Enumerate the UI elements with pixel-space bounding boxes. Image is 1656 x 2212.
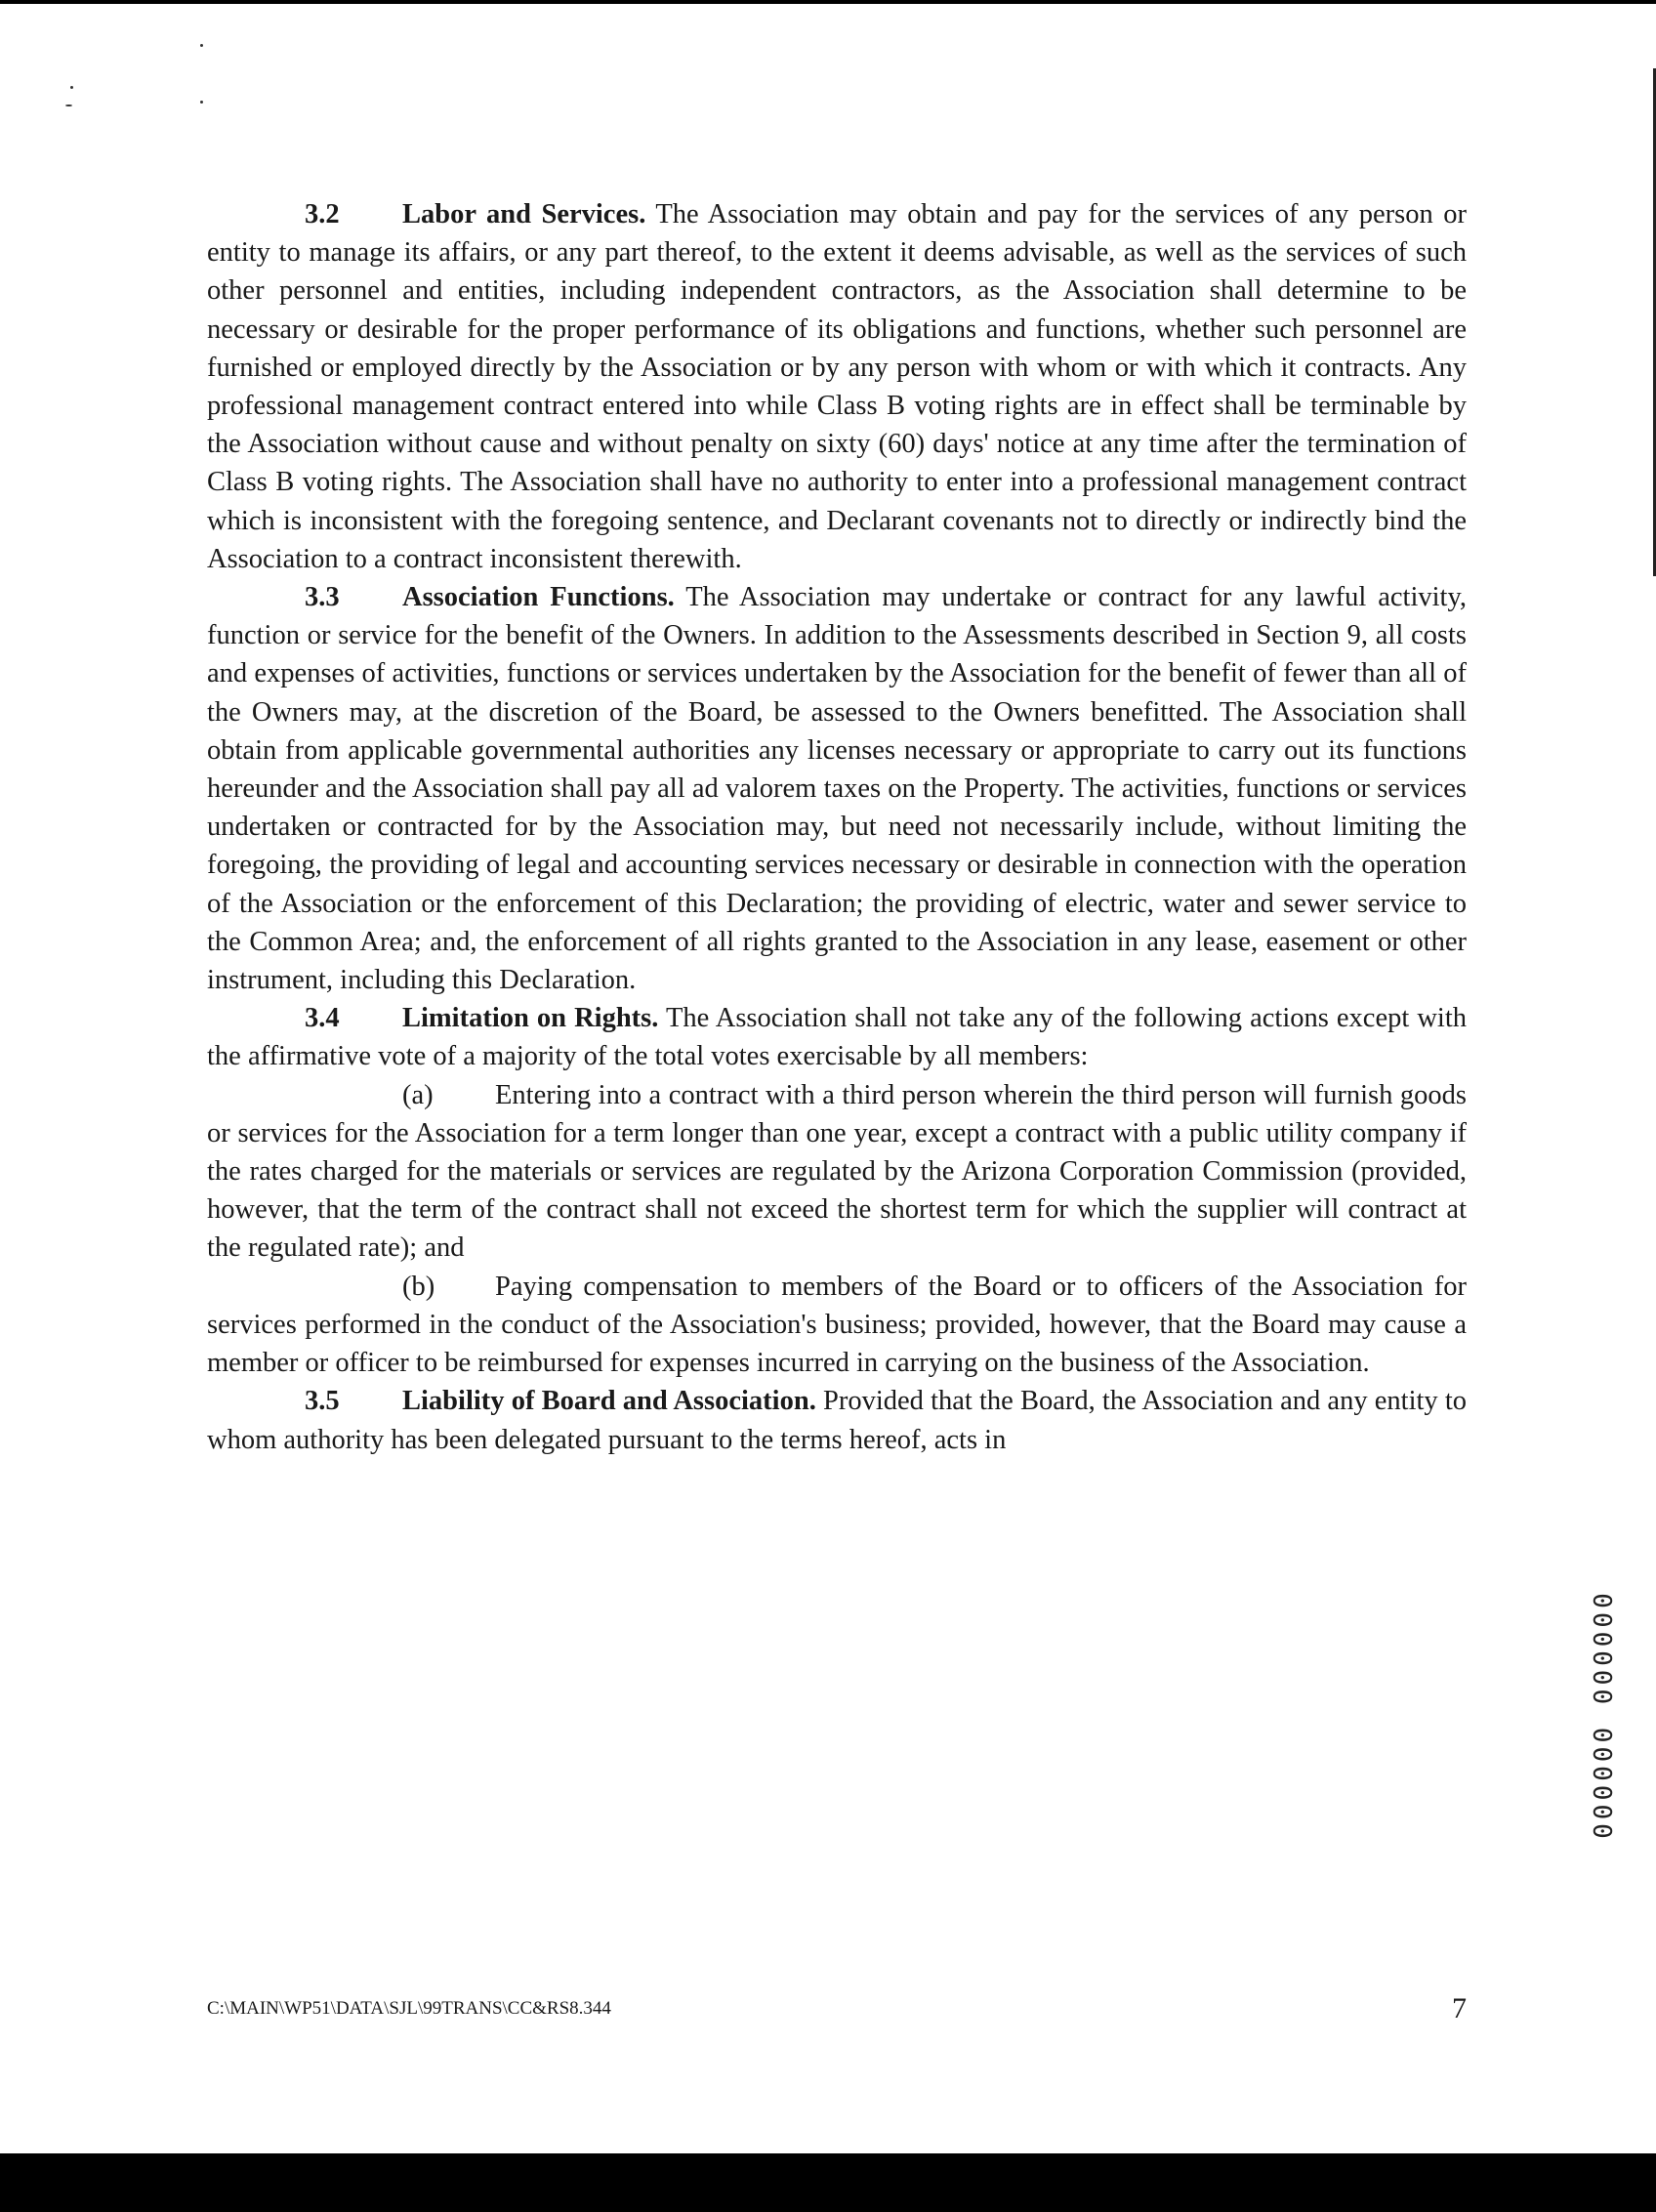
section-text: The Association shall not take any of the following actions except with the affirmative vote of a majority of the total votes exercisable by all members: [207, 1003, 1467, 1072]
section-heading: Liability of Board and Association. [402, 1386, 816, 1417]
section-heading: Labor and Services. [402, 199, 646, 230]
section-number: 3.2 [305, 199, 340, 230]
section-3-3 [207, 578, 1467, 999]
scan-speck [65, 104, 72, 106]
scan-speck [200, 101, 203, 104]
section-heading: Limitation on Rights. [402, 1003, 659, 1034]
section-number: 3.4 [305, 1003, 340, 1034]
section-text: The Association may obtain and pay for the services of any person or entity to manage its affairs, or any part thereof, to the extent it deems advisable, as well as the services of such other personnel and entities, including independent contractors, as the Association shall determine to be necessary or desirable for the proper performance of its obligations and functions, whether such personnel are furnished or employed directly by the Association or by any person with whom or with which it contracts. Any professional management contract entered into while Class B voting rights are in effect shall be terminable by the Association without cause and without penalty on sixty (60) days' notice at any time after the termination of Class B voting rights. The Association shall have no authority to enter into a professional management contract which is inconsistent with the foregoing sentence, and Declarant covenants not to directly or indirectly bind the Association to a contract inconsistent therewith. [207, 199, 1467, 574]
section-text: The Association may undertake or contract for any lawful activity, function or service for the benefit of the Owners. In addition to the Assessments described in Section 9, all costs and expenses of activities, functions or services undertaken by the Association for the benefit of fewer than all of the Owners may, at the discretion of the Board, be assessed to the Owners benefitted. The Association shall obtain from applicable governmental authorities any licenses necessary or appropriate to carry out its functions hereunder and the Association shall pay all ad valorem taxes on the Property. The activities, functions or services undertaken or contracted for by the Association may, but need not necessarily include, without limiting the foregoing, the providing of legal and accounting services necessary or desirable in connection with the operation of the Association or the enforcement of this Declaration; the providing of electric, water and sewer service to the Common Area; and, the enforcement of all rights granted to the Association in any lease, easement or other instrument, including this Declaration. [207, 582, 1467, 996]
document-body [207, 195, 1467, 1459]
subsection-letter: (a) [402, 1079, 434, 1110]
subsection-text: Paying compensation to members of the Board or to officers of the Association for services performed in the conduct of the Association's business; provided, however, that the Board may cause a member or officer to be reimbursed for expenses incurred in carrying on the business of the Association. [207, 1271, 1467, 1379]
margin-stamp [1590, 1548, 1619, 1880]
section-text: Provided that the Board, the Association and any entity to whom authority has been delegated pursuant to the terms hereof, acts in [207, 1386, 1467, 1455]
section-heading: Association Functions. [402, 582, 675, 613]
subsection-b [207, 1268, 1467, 1383]
section-number: 3.5 [305, 1386, 340, 1417]
subsection-a [207, 1076, 1467, 1268]
file-path: C:\MAIN\WP51\DATA\SJL\99TRANS\CC&RS8.344 [207, 1998, 611, 2019]
subsection-letter: (b) [402, 1271, 435, 1302]
margin-stamp-text: 000000 000000 [1590, 1589, 1619, 1839]
section-number: 3.3 [305, 582, 340, 613]
section-3-4 [207, 999, 1467, 1075]
scan-speck [200, 44, 203, 47]
subsection-text: Entering into a contract with a third person wherein the third person will furnish goods or services for the Association for a term longer than one year, except a contract with a public utility company if the rates charged for the materials or services are regulated by the Arizona Corporation Commission (provided, however, that the term of the contract shall not exceed the shortest term for which the supplier will contract at the regulated rate); and [207, 1079, 1467, 1264]
page-number: 7 [1452, 1992, 1467, 2024]
scan-speck [70, 86, 73, 89]
page-top-border [0, 0, 1656, 4]
section-3-2 [207, 195, 1467, 578]
section-3-5 [207, 1382, 1467, 1458]
page-bottom-band [0, 2153, 1656, 2212]
